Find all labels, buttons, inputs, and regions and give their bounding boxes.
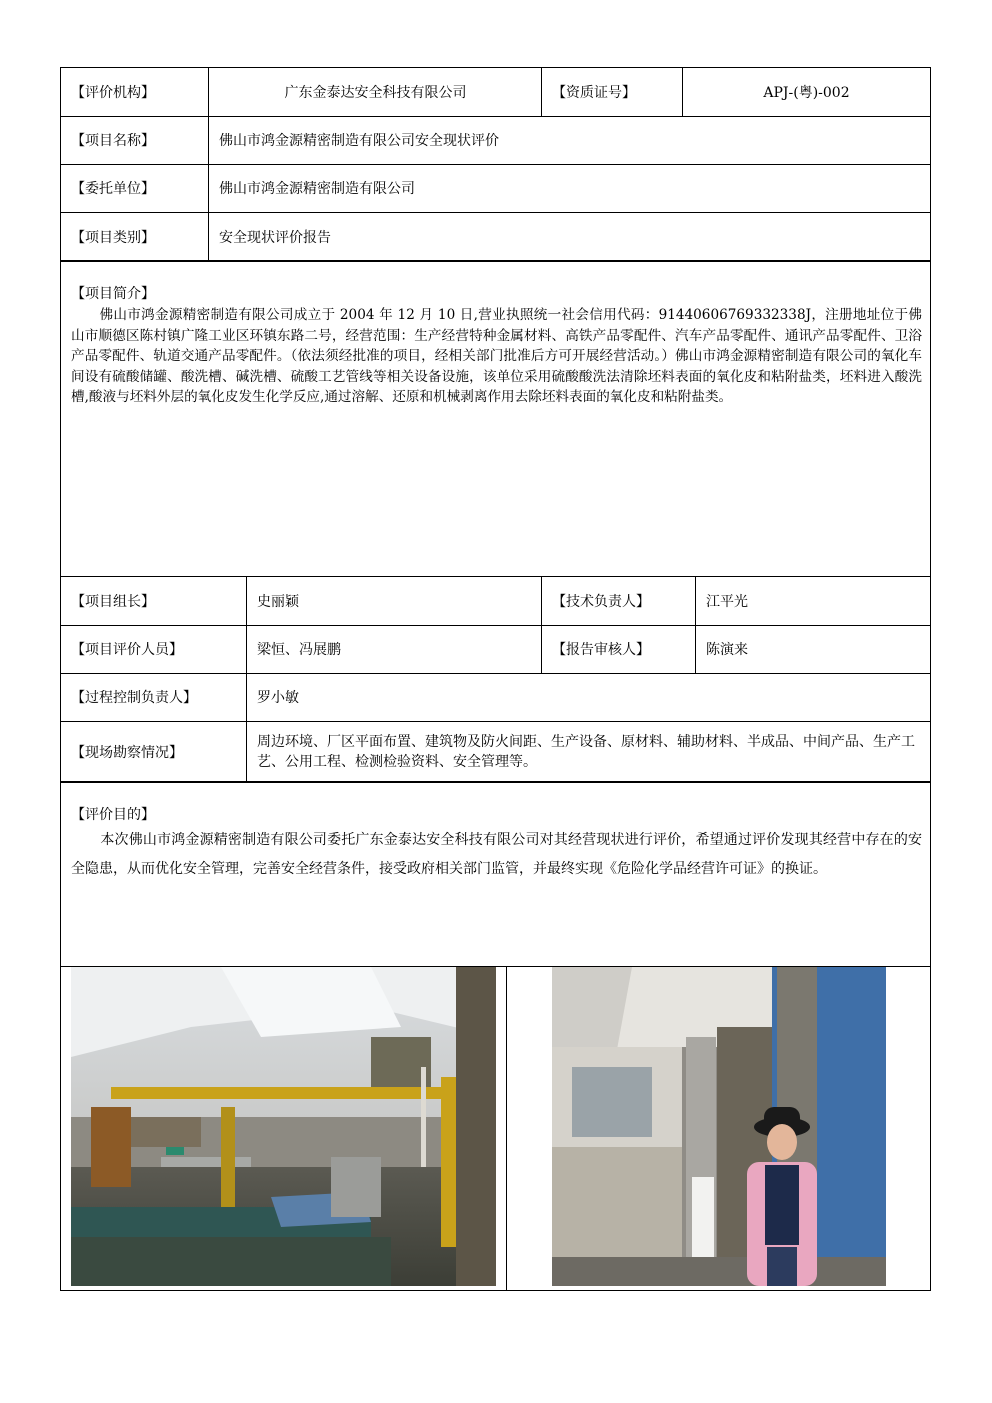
client-label: 【委托单位】 bbox=[71, 181, 155, 197]
row-project-name bbox=[61, 116, 930, 165]
tech-value: 江平光 bbox=[695, 577, 930, 625]
type-value: 安全现状评价报告 bbox=[208, 212, 930, 261]
row-leader bbox=[61, 577, 930, 626]
row-client bbox=[61, 164, 930, 213]
row-type bbox=[61, 212, 930, 262]
reviewer-label: 【报告审核人】 bbox=[541, 625, 696, 673]
reviewer-value: 陈演来 bbox=[695, 625, 930, 673]
process-value: 罗小敏 bbox=[246, 673, 930, 721]
info-table bbox=[60, 67, 931, 261]
workshop-photo bbox=[71, 967, 496, 1286]
org-value: 广东金泰达安全科技有限公司 bbox=[208, 68, 542, 116]
photo-divider bbox=[506, 967, 507, 1290]
process-label: 【过程控制负责人】 bbox=[71, 690, 197, 706]
survey-label: 【现场勘察情况】 bbox=[71, 744, 183, 761]
survey-value: 周边环境、厂区平面布置、建筑物及防火间距、生产设备、原材料、辅助材料、半成品、中间产品、生产工艺、公用工程、检测检验资料、安全管理等。 bbox=[246, 721, 930, 782]
intro-label: 【项目简介】 bbox=[71, 286, 155, 302]
leader-value: 史丽颖 bbox=[246, 577, 543, 625]
intro-text: 佛山市鸿金源精密制造有限公司成立于 2004 年 12 月 10 日,营业执照统一社会信用代码：91440606769332338J，注册地址位于佛山市顺德区陈村镇广隆工业区环镇东路二号，经营范围：生产经营特种金属材料、高铁产品零配件、汽车产品零配件、通讯产品零配件、卫浴产品零配件、轨道交通产品零配件。（依法须经批准的项目，经相关部门批准后方可开展经营活动。）佛山市鸿金源精密制造有限公司的氧化车间设有硫酸储罐、酸洗槽、碱洗槽、硫酸工艺管线等相关设备设施，该单位采用硫酸酸洗法清除坯料表面的氧化皮和粘附盐类，坯料进入酸洗槽,酸液与坯料外层的氧化皮发生化学反应,通过溶解、还原和机械剥离作用去除坯料表面的氧化皮和粘附盐类。 bbox=[71, 307, 922, 405]
staff-value: 梁恒、冯展鹏 bbox=[246, 625, 543, 673]
row-process bbox=[61, 673, 930, 722]
worker-photo bbox=[552, 967, 886, 1286]
purpose-label: 【评价目的】 bbox=[71, 807, 155, 823]
leader-label: 【项目组长】 bbox=[71, 594, 155, 610]
intro-section bbox=[60, 260, 931, 577]
purpose-text: 本次佛山市鸿金源精密制造有限公司委托广东金泰达安全科技有限公司对其经营现状进行评价，希望通过评价发现其经营中存在的安全隐患，从而优化安全管理，完善安全经营条件，接受政府相关部门监管，并最终实现《危险化学品经营许可证》的换证。 bbox=[71, 832, 922, 877]
row-org bbox=[61, 68, 930, 117]
tech-label: 【技术负责人】 bbox=[541, 577, 696, 625]
team-table bbox=[60, 576, 931, 782]
org-label: 【评价机构】 bbox=[71, 85, 155, 101]
cert-label: 【资质证号】 bbox=[541, 68, 683, 116]
photo-section bbox=[60, 966, 931, 1291]
client-value: 佛山市鸿金源精密制造有限公司 bbox=[208, 164, 930, 212]
name-label: 【项目名称】 bbox=[71, 133, 155, 149]
purpose-section bbox=[60, 781, 931, 967]
staff-label: 【项目评价人员】 bbox=[71, 642, 183, 658]
name-value: 佛山市鸿金源精密制造有限公司安全现状评价 bbox=[208, 116, 930, 164]
type-label: 【项目类别】 bbox=[71, 229, 155, 246]
cert-value: APJ-(粤)-002 bbox=[682, 68, 930, 116]
row-staff bbox=[61, 625, 930, 674]
row-survey bbox=[61, 721, 930, 783]
